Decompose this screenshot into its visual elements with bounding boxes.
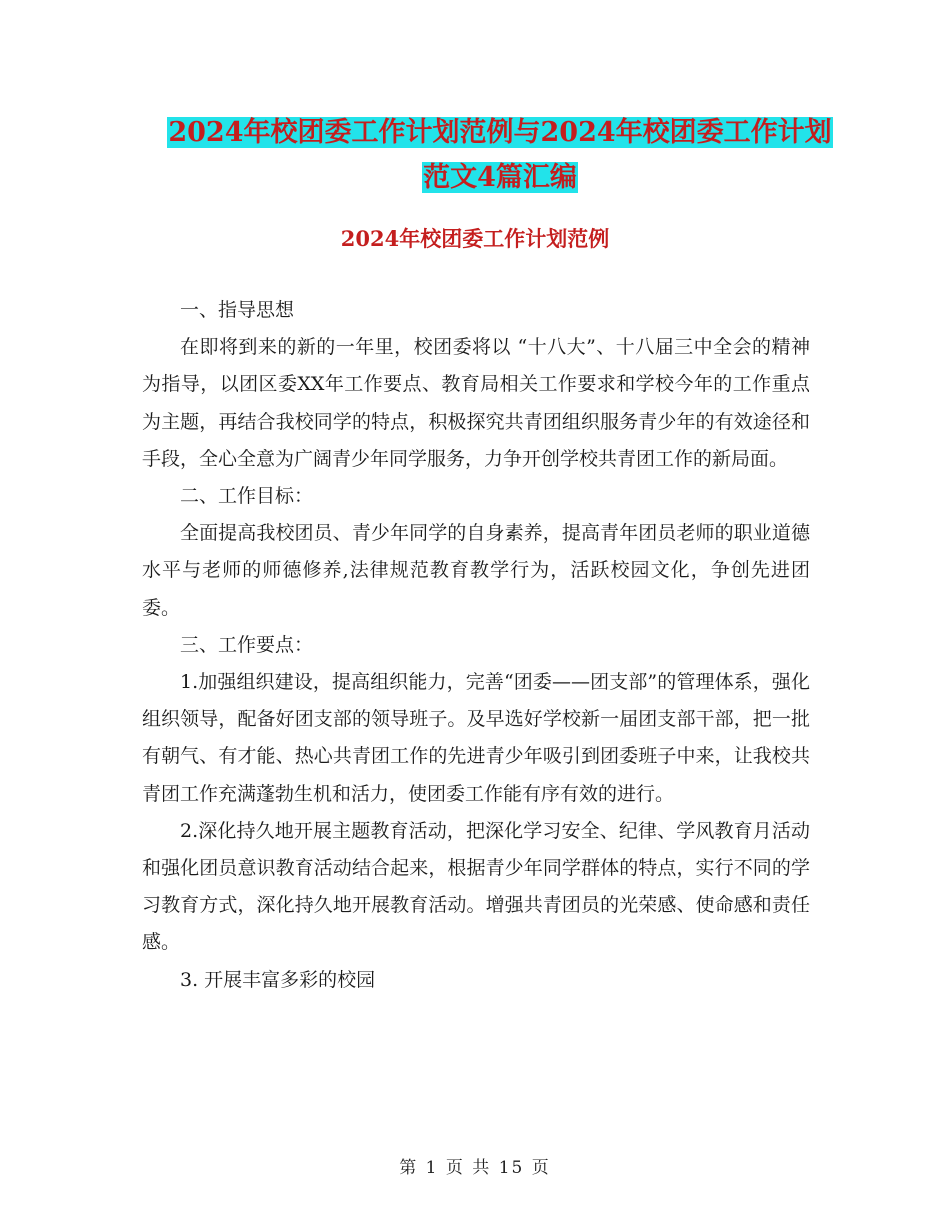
heading-work-points: 三、工作要点：: [180, 633, 314, 656]
document-title-line-1: [130, 110, 870, 149]
document-title-line-2: [130, 155, 870, 194]
document-body: [142, 292, 810, 999]
paragraph: 在即将到来的新的一年里，校团委将以 “十八大”、十八届三中全会的精神为指导，以团区委XX年工作要点、教育局相关工作要求和学校今年的工作重点为主题，再结合我校同学的特点，积极探究共青团组织服务青少年的有效途径和手段，全心全意为广阔青少年同学服务，力争开创学校共青团工作的新局面。: [142, 336, 810, 470]
paragraph: 全面提高我校团员、青少年同学的自身素养，提高青年团员老师的职业道德水平与老师的师德修养,法律规范教育教学行为，活跃校园文化，争创先进团委。: [142, 522, 810, 619]
paragraph: 3. 开展丰富多彩的校园: [180, 968, 376, 991]
title-highlight: 2024年校团委工作计划范例与2024年校团委工作计划: [168, 117, 832, 148]
section-title: 2024年校团委工作计划范例: [340, 226, 610, 251]
page-footer: 第 1 页 共 15 页: [399, 1158, 551, 1178]
heading-work-goals: 二、工作目标：: [180, 485, 314, 508]
paragraph: 2.深化持久地开展主题教育活动，把深化学习安全、纪律、学风教育月活动和强化团员意识教育活动结合起来，根据青少年同学群体的特点，实行不同的学习教育方式，深化持久地开展教育活动。增强共青团员的光荣感、使命感和责任感。: [142, 819, 810, 954]
paragraph: 1.加强组织建设，提高组织能力，完善“团委——团支部”的管理体系，强化组织领导，配备好团支部的领导班子。及早选好学校新一届团支部干部，把一批有朝气、有才能、热心共青团工作的先进青少年吸引到团委班子中来，让我校共青团工作充满蓬勃生机和活力，使团委工作能有序有效的进行。: [142, 671, 810, 805]
title-highlight: 范文4篇汇编: [423, 162, 577, 193]
heading-guiding-ideology: 一、指导思想: [180, 299, 295, 321]
